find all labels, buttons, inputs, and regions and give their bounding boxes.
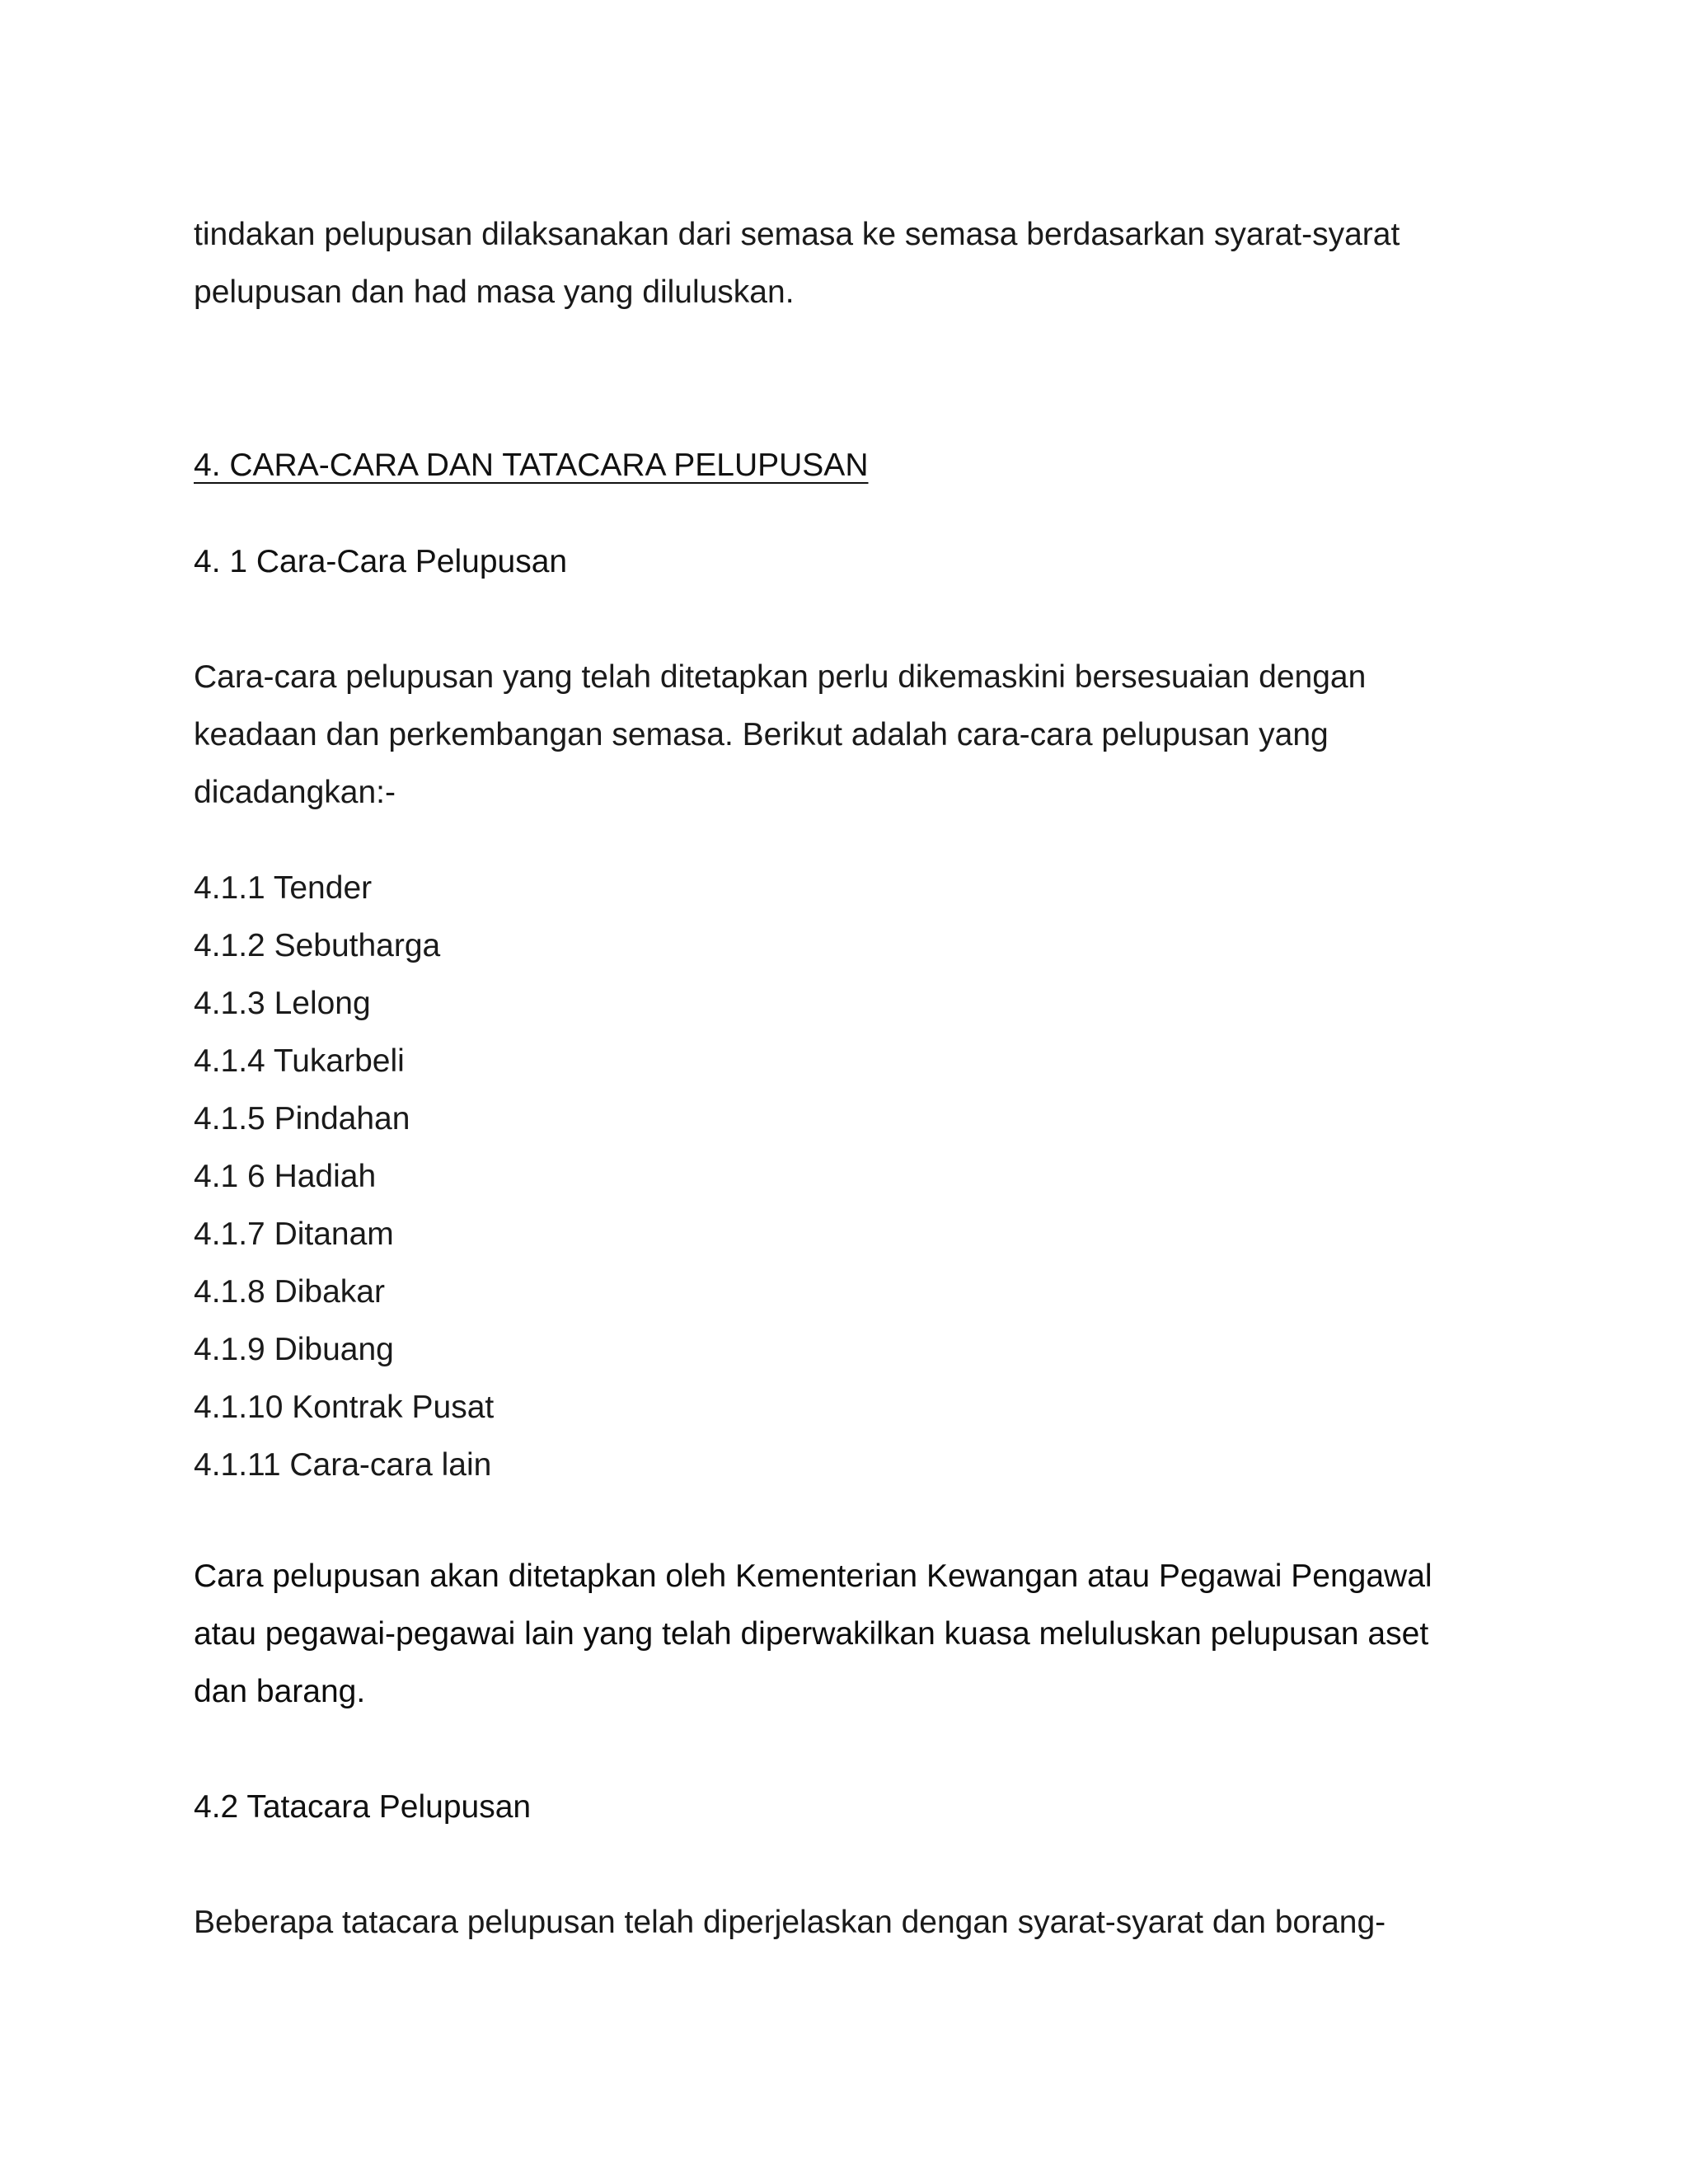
subsection-1-heading: 4. 1 Cara-Cara Pelupusan: [194, 544, 568, 579]
list-item: 4.1.11 Cara-cara lain: [194, 1447, 492, 1483]
disposal-methods-list: [194, 860, 494, 1494]
closing-paragraph: [194, 1548, 1496, 1721]
subsection-1-line-2: keadaan dan perkembangan semasa. Berikut adalah cara-cara pelupusan yang: [194, 717, 1329, 752]
closing-line-1: Cara pelupusan akan ditetapkan oleh Kementerian Kewangan atau Pegawai Pengawal: [194, 1558, 1432, 1594]
intro-line-2: pelupusan dan had masa yang diluluskan.: [194, 274, 795, 310]
subsection-2-line-1: Beberapa tatacara pelupusan telah diperjelaskan dengan syarat-syarat dan borang-: [194, 1905, 1386, 1940]
list-item: 4.1.1 Tender: [194, 870, 373, 906]
list-item: 4.1.2 Sebutharga: [194, 928, 441, 963]
intro-paragraph: [194, 206, 1496, 321]
closing-line-2: atau pegawai-pegawai lain yang telah diperwakilkan kuasa meluluskan pelupusan aset: [194, 1616, 1429, 1652]
list-item: 4.1.10 Kontrak Pusat: [194, 1390, 495, 1425]
list-item: 4.1.3 Lelong: [194, 986, 371, 1021]
subsection-2-heading: 4.2 Tatacara Pelupusan: [194, 1789, 532, 1825]
subsection-1-line-1: Cara-cara pelupusan yang telah ditetapkan perlu dikemaskini bersesuaian dengan: [194, 659, 1367, 695]
list-item: 4.1 6 Hadiah: [194, 1159, 377, 1194]
list-item: 4.1.7 Ditanam: [194, 1216, 394, 1252]
intro-line-1: tindakan pelupusan dilaksanakan dari semasa ke semasa berdasarkan syarat-syarat: [194, 217, 1400, 252]
section-heading: 4. CARA-CARA DAN TATACARA PELUPUSAN: [194, 448, 869, 483]
subsection-1-line-3: dicadangkan:-: [194, 775, 396, 810]
list-item: 4.1.4 Tukarbeli: [194, 1043, 405, 1079]
subsection-1-paragraph: [194, 649, 1496, 822]
list-item: 4.1.5 Pindahan: [194, 1101, 410, 1137]
subsection-2-paragraph: [194, 1894, 1496, 1952]
list-item: 4.1.9 Dibuang: [194, 1332, 394, 1367]
list-item: 4.1.8 Dibakar: [194, 1274, 385, 1310]
closing-line-3: dan barang.: [194, 1674, 366, 1709]
